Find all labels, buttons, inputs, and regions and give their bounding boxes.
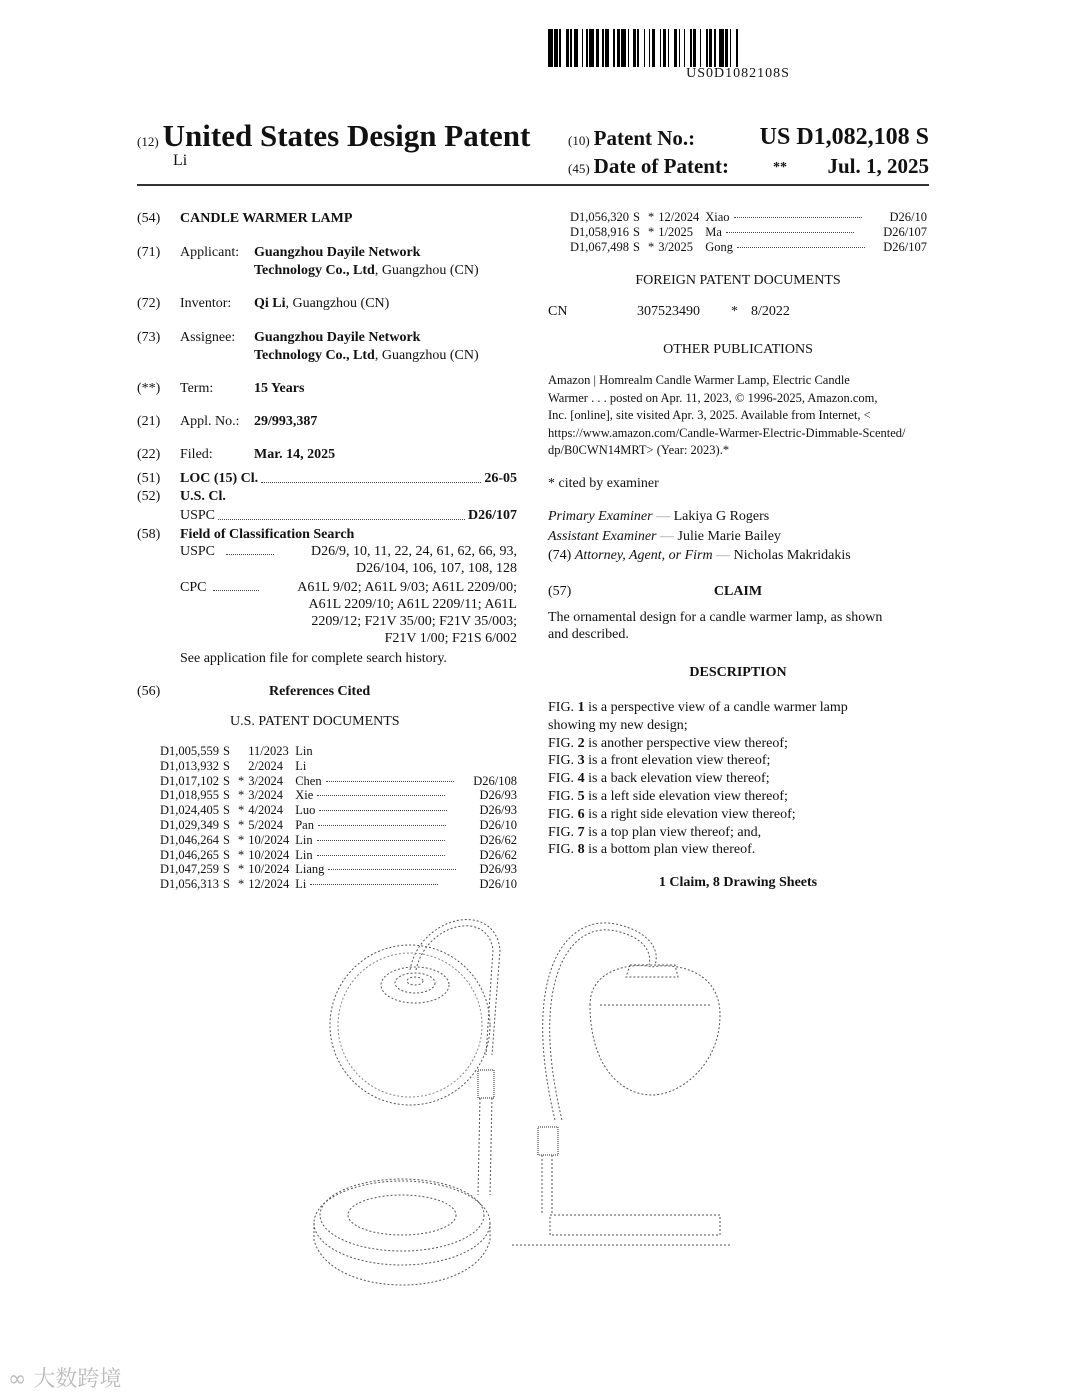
ref-date: 10/2024 (248, 862, 290, 877)
claim-title: CLAIM (713, 584, 763, 599)
search-cpc-line3: 2209/12; F21V 35/00; F21V 35/003; (311, 614, 517, 629)
ref-kind: S (223, 877, 230, 892)
date-label: Date of Patent: (593, 154, 729, 178)
primary-examiner-name: Lakiya G Rogers (673, 509, 770, 524)
ref-star: * (647, 224, 655, 239)
ref-number: D1,047,259 (160, 862, 220, 877)
field-22-code: (22) (137, 447, 161, 462)
ref-name-text: Lin (295, 832, 313, 847)
ref-kind: S (223, 832, 230, 847)
patent-date: Jul. 1, 2025 (827, 154, 929, 178)
ref-name-text: Li (295, 877, 307, 892)
ref-date: 3/2025 (658, 239, 693, 254)
search-note: See application file for complete search history. (180, 651, 447, 666)
ref-name (699, 240, 883, 255)
ref-kind: S (223, 803, 230, 818)
ref-star: * (647, 210, 655, 224)
ref-number: D1,046,265 (160, 847, 220, 862)
ref-class (473, 744, 517, 759)
uspc-label: USPC (180, 508, 216, 523)
ref-class: D26/62 (479, 832, 517, 847)
field-71-code: (71) (137, 245, 161, 260)
figure-number: 2 (577, 735, 585, 751)
other-pub-line: Warmer . . . posted on Apr. 11, 2023, © 1996-2025, Amazon.com, (548, 390, 878, 405)
inventor-line (254, 295, 389, 312)
inventor-label: Inventor: (180, 296, 232, 311)
ref-date: 12/2024 (658, 210, 700, 224)
ref-class: D26/93 (479, 862, 517, 877)
foreign-docs-title: FOREIGN PATENT DOCUMENTS (635, 273, 841, 288)
description-text: FIG. (548, 806, 578, 822)
other-publications-title: OTHER PUBLICATIONS (663, 342, 813, 357)
attorney-label: Attorney, Agent, or Firm (574, 548, 713, 563)
ref-kind: S (223, 788, 230, 803)
field-51-code: (51) (137, 471, 161, 486)
description-text: showing my new design; (548, 717, 688, 733)
description-text: is a bottom plan view thereof. (584, 842, 756, 858)
figure-number: 5 (577, 788, 585, 804)
reference-row (160, 803, 517, 818)
search-uspc-line1: D26/9, 10, 11, 22, 24, 61, 62, 66, 93, (311, 544, 517, 559)
leader-dots (317, 854, 445, 856)
applicant-line2 (254, 262, 479, 279)
leader-dots (326, 780, 454, 782)
reference-row (160, 877, 517, 892)
ref-name-text: Liang (295, 862, 325, 877)
figure-number: 7 (577, 824, 585, 840)
field-21-code: (21) (137, 414, 161, 429)
code-10: (10) (568, 133, 590, 148)
field-74-code: (74) (548, 548, 572, 563)
description-text: is a back elevation view thereof; (584, 771, 770, 787)
ref-class (473, 759, 517, 774)
leader-dots (317, 839, 445, 841)
inventor-surname: Li (173, 152, 188, 169)
leader-dots (261, 482, 481, 483)
references-list (160, 744, 517, 892)
assignee-label: Assignee: (180, 330, 236, 345)
leader-dots (734, 216, 862, 218)
ref-class: D26/62 (479, 847, 517, 862)
description-text: is a top plan view thereof; and, (584, 824, 762, 840)
date-line (568, 154, 929, 179)
field-72-code: (72) (137, 296, 161, 311)
field-56-code: (56) (137, 684, 161, 699)
ref-kind: S (223, 744, 230, 758)
ref-number: D1,056,320 (570, 210, 630, 224)
description-item (548, 735, 928, 753)
cited-by-examiner: * cited by examiner (548, 476, 659, 491)
field-73-code: (73) (137, 330, 161, 345)
ref-date: 4/2024 (248, 803, 283, 818)
leader-dots (318, 824, 446, 826)
field-57-code: (57) (548, 584, 572, 599)
ref-kind: S (223, 817, 230, 832)
figure-number: 6 (577, 806, 585, 822)
description-item (548, 788, 928, 806)
uspc-row (180, 507, 517, 524)
description-title: DESCRIPTION (689, 665, 787, 680)
ref-name-text: Xie (295, 788, 314, 803)
ref-number: D1,056,313 (160, 877, 220, 892)
description-item (548, 717, 928, 735)
description-text: FIG. (548, 824, 578, 840)
ref-name (699, 210, 883, 225)
term-label: Term: (180, 381, 214, 396)
leader-dots (218, 519, 465, 520)
description-item (548, 699, 928, 717)
description-text: FIG. (548, 842, 578, 858)
ref-name-text: Pan (295, 817, 314, 832)
ref-star: * (237, 832, 245, 847)
ref-class: D26/10 (479, 877, 517, 892)
us-patent-docs-title: U.S. PATENT DOCUMENTS (230, 714, 400, 729)
loc-class-value: 26-05 (484, 471, 517, 486)
primary-examiner-line: Primary Examiner — Lakiya G Rogers (548, 509, 770, 524)
reference-row (160, 862, 517, 877)
search-uspc-label: USPC (180, 544, 216, 559)
attorney-line: (74) Attorney, Agent, or Firm — Nicholas Makridakis (548, 548, 851, 563)
ref-name-text: Chen (295, 773, 322, 788)
us-class-label: U.S. Cl. (180, 489, 226, 504)
appl-no-value: 29/993,387 (254, 414, 318, 429)
description-text: is a left side elevation view thereof; (584, 788, 788, 804)
ref-kind: S (633, 224, 640, 239)
patent-number-line (568, 126, 929, 151)
ref-number: D1,013,932 (160, 758, 220, 773)
filed-label: Filed: (180, 447, 213, 462)
reference-row (160, 848, 517, 863)
ref-date: 2/2024 (248, 758, 283, 773)
ref-star: * (237, 803, 245, 818)
ref-date: 10/2024 (248, 832, 290, 847)
ref-star (230, 759, 244, 774)
other-publication-entry (548, 372, 928, 460)
uspc-value: D26/107 (468, 508, 517, 523)
filed-value: Mar. 14, 2025 (254, 447, 336, 462)
search-cpc-line2: A61L 2209/10; A61L 2209/11; A61L (308, 597, 517, 612)
ref-name-text: Gong (705, 239, 733, 254)
description-text: FIG. (548, 735, 578, 751)
leader-dots (226, 543, 274, 555)
ref-name-text: Lin (295, 847, 313, 862)
description-text: FIG. (548, 753, 578, 769)
assistant-examiner-name: Julie Marie Bailey (677, 529, 781, 544)
ref-name (289, 818, 473, 833)
applicant-label: Applicant: (180, 245, 240, 260)
ref-star: * (647, 239, 655, 254)
figure-number: 8 (577, 842, 585, 858)
search-cpc-label: CPC (180, 580, 207, 595)
foreign-number: 307523490 (637, 304, 700, 319)
ref-date: 11/2023 (248, 744, 289, 758)
primary-examiner-label: Primary Examiner (548, 509, 653, 524)
ref-name: Lin (295, 744, 313, 758)
barcode-bar (738, 29, 741, 67)
field-search-label: Field of Classification Search (180, 527, 355, 542)
search-cpc-line4: F21V 1/00; F21S 6/002 (384, 631, 517, 646)
barcode (548, 29, 928, 67)
ref-star: * (237, 817, 245, 832)
assistant-examiner-label: Assistant Examiner (548, 529, 657, 544)
ref-name (289, 848, 473, 863)
reference-row (160, 833, 517, 848)
claim-text (548, 609, 928, 643)
assignee-name: Guangzhou Dayile Network (254, 330, 421, 345)
ref-kind: S (223, 758, 230, 773)
ref-class: D26/107 (883, 239, 927, 254)
attorney-name: Nicholas Makridakis (733, 548, 851, 563)
field-term-code: (**) (137, 381, 161, 396)
ref-star: * (237, 847, 245, 862)
claim-line: and described. (548, 627, 629, 642)
references-cited-title: References Cited (269, 684, 371, 699)
description-text: FIG. (548, 788, 578, 804)
assignee-line2 (254, 347, 479, 364)
assignee-name2: Technology Co., Ltd (254, 348, 375, 363)
reference-row (570, 210, 927, 225)
ref-name (289, 833, 473, 848)
inventor-place: , Guangzhou (CN) (285, 296, 390, 311)
ref-name (289, 803, 473, 818)
ref-date: 1/2025 (658, 224, 693, 239)
field-58-code: (58) (137, 527, 161, 542)
leader-dots (737, 246, 865, 248)
foreign-date: 8/2022 (751, 304, 790, 319)
ref-date: 3/2024 (248, 773, 283, 788)
leader-dots (319, 809, 447, 811)
reference-row (160, 744, 517, 759)
description-item (548, 752, 928, 770)
description-item (548, 824, 928, 842)
ref-date: 10/2024 (248, 847, 290, 862)
description-text: is another perspective view thereof; (584, 735, 788, 751)
leader-dots (213, 579, 259, 591)
watermark-icon: ∞ (8, 1367, 27, 1392)
ref-number: D1,017,102 (160, 773, 220, 788)
header-rule (137, 184, 929, 186)
leader-dots (726, 231, 854, 233)
watermark-logo (8, 1362, 121, 1393)
ref-date: 5/2024 (248, 817, 283, 832)
code-45: (45) (568, 161, 590, 176)
leader-dots (317, 794, 445, 796)
applicant-name2: Technology Co., Ltd (254, 263, 375, 278)
ref-class: D26/93 (479, 788, 517, 803)
other-pub-line: Inc. [online], site visited Apr. 3, 2025. Available from Internet, < (548, 408, 871, 422)
ref-number: D1,005,559 (160, 744, 220, 758)
ref-kind: S (633, 210, 640, 224)
description-text: is a perspective view of a candle warmer lamp (584, 700, 848, 715)
ref-name (289, 788, 473, 803)
ref-star: * (237, 773, 245, 788)
barcode-number: US0D1082108S (686, 66, 790, 81)
ref-number: D1,046,264 (160, 832, 220, 847)
lamp-left-view (314, 920, 500, 1285)
reference-row (160, 774, 517, 789)
ref-star: * (237, 862, 245, 877)
field-54-code: (54) (137, 211, 161, 226)
ref-class: D26/10 (479, 817, 517, 832)
foreign-country: CN (548, 304, 568, 319)
ref-date: 3/2024 (248, 788, 283, 803)
ref-class: D26/93 (479, 803, 517, 818)
ref-name: Li (295, 758, 307, 773)
watermark-text: 大数跨境 (33, 1367, 122, 1392)
ref-class: D26/10 (889, 210, 927, 224)
ref-class: D26/107 (883, 224, 927, 239)
loc-class-label: LOC (15) Cl. (180, 471, 259, 486)
doc-type: United States Design Patent (162, 118, 531, 153)
ref-name (699, 225, 883, 240)
description-text: is a front elevation view thereof; (584, 753, 771, 769)
claims-sheets-count: 1 Claim, 8 Drawing Sheets (658, 875, 818, 890)
ref-star (230, 744, 244, 759)
ref-number: D1,024,405 (160, 803, 220, 818)
ref-number: D1,067,498 (570, 239, 630, 254)
ref-star: * (237, 877, 245, 892)
patent-number: US D1,082,108 S (759, 124, 929, 150)
other-pub-line: Amazon | Homrealm Candle Warmer Lamp, Electric Candle (548, 373, 850, 387)
reference-row (160, 788, 517, 803)
ref-name-text: Luo (295, 803, 316, 818)
loc-class-row (180, 470, 517, 487)
field-52-code: (52) (137, 489, 161, 504)
ref-name-text: Ma (705, 224, 722, 239)
term-value: 15 Years (254, 381, 305, 396)
ref-kind: S (223, 847, 230, 862)
patent-no-label: Patent No.: (593, 126, 696, 150)
ref-name (289, 774, 473, 789)
figure-number: 3 (577, 753, 585, 769)
description-item (548, 806, 928, 824)
other-pub-line: https://www.amazon.com/Candle-Warmer-Electric-Dimmable-Scented/ (548, 425, 906, 440)
description-text: FIG. (548, 771, 578, 787)
inventor-name: Qi Li (254, 296, 286, 311)
us-references-table-cont (570, 210, 927, 254)
ref-star: * (237, 788, 245, 803)
figure-number: 1 (577, 700, 585, 715)
code-12: (12) (137, 134, 159, 149)
assignee-place: , Guangzhou (CN) (374, 348, 479, 363)
search-cpc-line1: A61L 9/02; A61L 9/03; A61L 2209/00; (297, 580, 517, 595)
us-references-table (160, 744, 517, 892)
leader-dots (328, 868, 456, 870)
description-item (548, 841, 928, 859)
ref-number: D1,058,916 (570, 224, 630, 239)
claim-line: The ornamental design for a candle warmer lamp, as shown (548, 610, 883, 625)
ref-number: D1,029,349 (160, 817, 220, 832)
other-pub-line: dp/B0CWN14MRT> (Year: 2023).* (548, 443, 730, 457)
applicant-name: Guangzhou Dayile Network (254, 245, 421, 260)
ref-name (289, 862, 473, 877)
ref-kind: S (633, 239, 640, 254)
search-uspc-line2: D26/104, 106, 107, 108, 128 (356, 561, 517, 576)
applicant-place: , Guangzhou (CN) (374, 263, 479, 278)
reference-row (570, 240, 927, 255)
description-text: is a right side elevation view thereof; (584, 806, 796, 822)
foreign-star: * (731, 304, 738, 319)
description-list (548, 699, 928, 859)
ref-name (289, 877, 473, 892)
reference-row (160, 818, 517, 833)
assistant-examiner-line: Assistant Examiner — Julie Marie Bailey (548, 529, 781, 544)
ref-kind: S (223, 773, 230, 788)
ref-date: 12/2024 (248, 877, 290, 892)
figure-number: 4 (577, 771, 585, 787)
lamp-right-view (512, 923, 730, 1245)
reference-row (160, 759, 517, 774)
ref-number: D1,018,955 (160, 788, 220, 803)
description-text: FIG. (548, 700, 578, 715)
patent-title: CANDLE WARMER LAMP (180, 211, 353, 226)
appl-no-label: Appl. No.: (180, 414, 240, 429)
ref-kind: S (223, 862, 230, 877)
leader-dots (310, 883, 438, 885)
lamp-drawing (300, 905, 760, 1330)
date-marker: ** (773, 160, 787, 175)
ref-class: D26/108 (473, 773, 517, 788)
ref-name-text: Xiao (705, 210, 730, 224)
description-item (548, 770, 928, 788)
reference-row (570, 225, 927, 240)
doc-type-line (137, 118, 530, 154)
references-list (570, 210, 927, 254)
